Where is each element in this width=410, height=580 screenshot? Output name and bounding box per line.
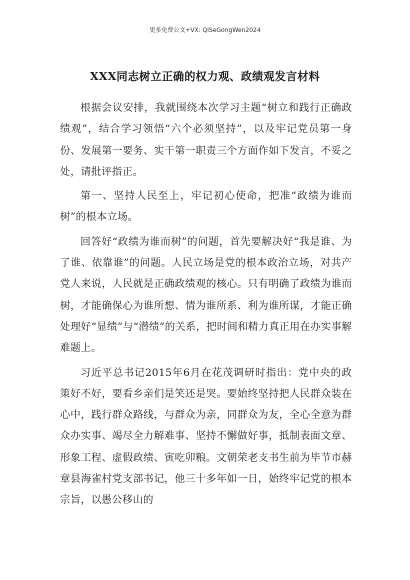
document-body [60, 98, 352, 515]
paragraph-2: 第一、坚持人民至上，牢记初心使命，把准“政绩为谁而树”的根本立场。 [60, 191, 352, 224]
paragraph-1: 根据会议安排，我就围绕本次学习主题“树立和践行正确政绩观”，结合学习领悟“六个必须坚持”，以及牢记党员第一身份、发展第一要务、实干第一职责三个方面作如下发言，不妥之处，请批评指正。 [60, 103, 352, 178]
document-title: XXX同志树立正确的权力观、政绩观发言材料 [90, 70, 320, 83]
header-note: 更多免费公文+VX: QiSeGongWen2024 [149, 27, 261, 34]
paragraph-4: 习近平总书记2015年6月在花茂调研时指出：党中央的政策好不好，要看乡亲们是笑还是哭。要始终坚持把人民群众装在心中，践行群众路线，与群众为亲，同群众为友，全心全意为群众办实事、竭尽全力解难事、坚持不懈做好事，抵制表面文章、形象工程、虚假政绩、寅吃卯粮。文朝荣老支书生前为毕节市赫章县海雀村党支部书记，他三十多年如一日，始终牢记党的根本宗旨，以愚公移山的 [60, 367, 352, 507]
paragraph-3: 回答好“政绩为谁而树”的问题，首先要解决好“我是谁、为了谁、依靠谁”的问题。人民立场是党的根本政治立场，对共产党人来说，人民就是正确政绩观的核心。只有明确了政绩为谁而树，才能确保心为谁所想、情为谁所系、利为谁所谋，才能正确处理好“显绩”与“潜绩”的关系，把时间和精力真正用在办实事解难题上。 [60, 236, 352, 355]
